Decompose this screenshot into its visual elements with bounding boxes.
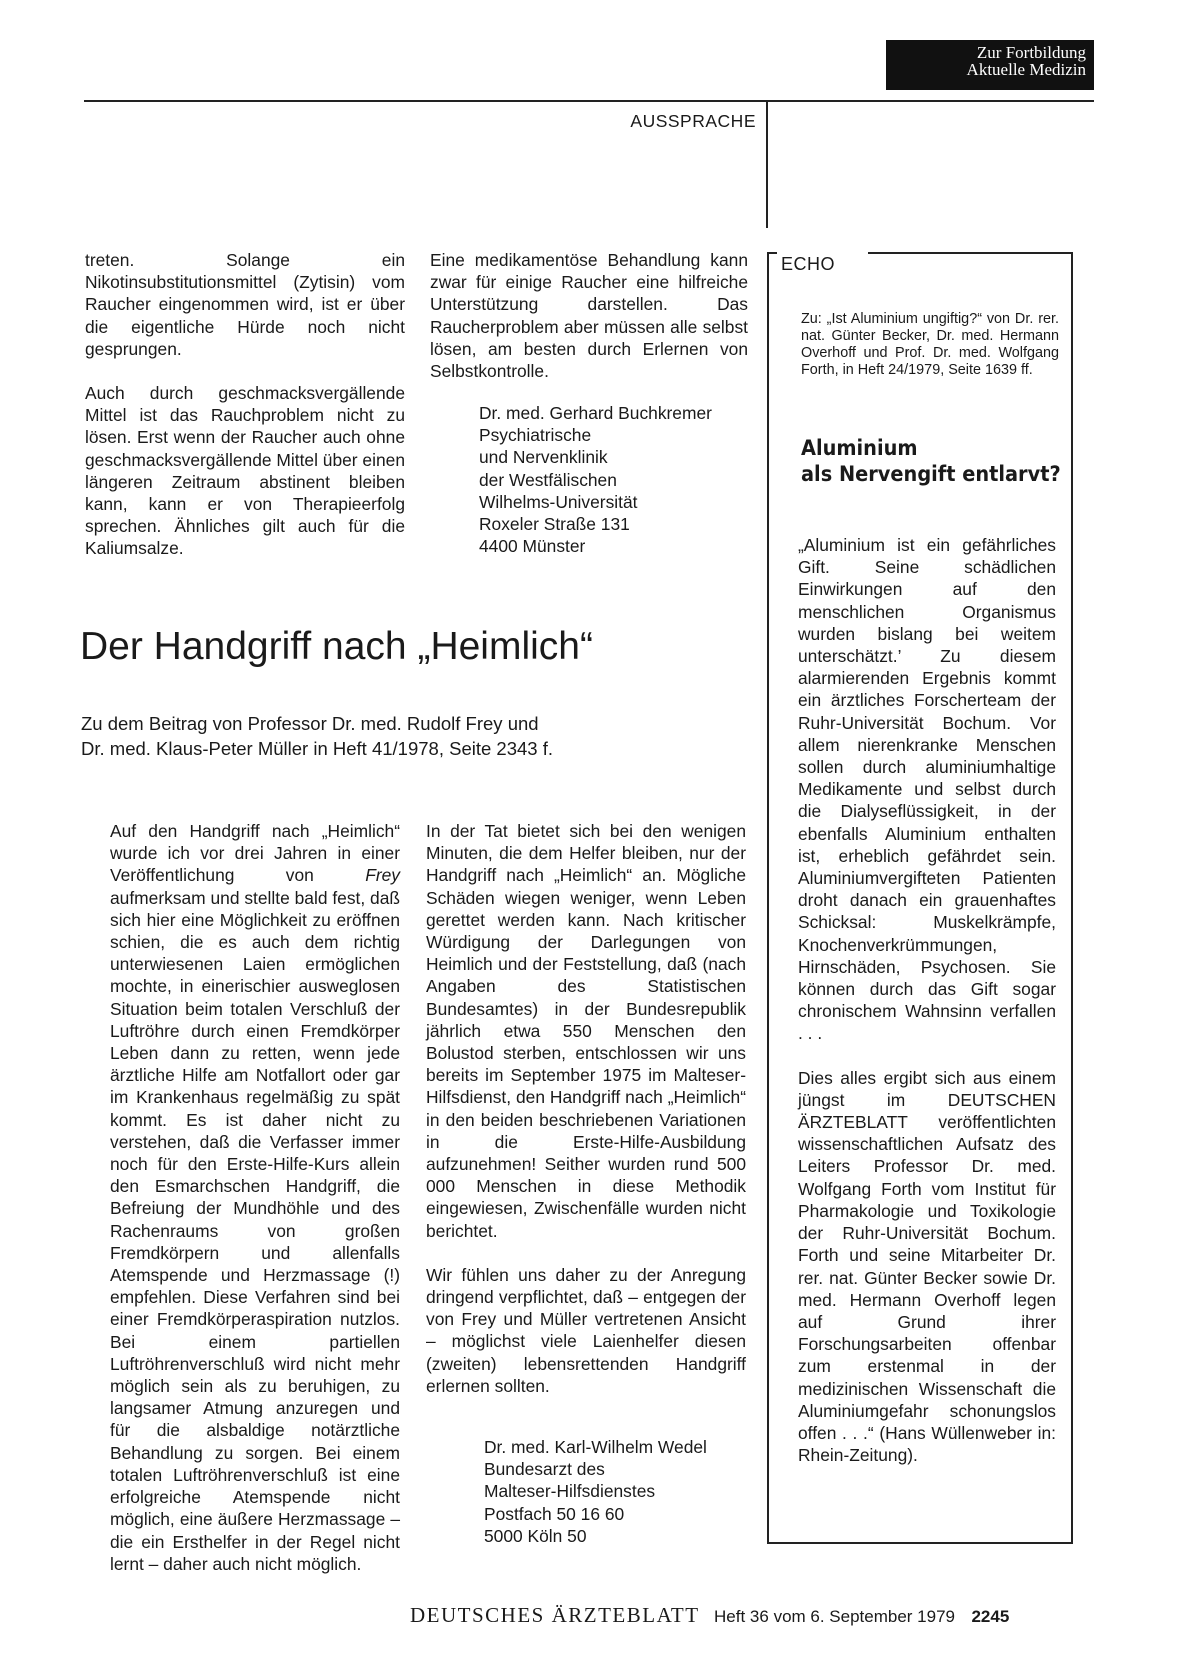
signature-line: der Westfälischen	[479, 469, 617, 490]
echo-body	[798, 534, 1056, 1466]
signature-line: Psychiatrische	[479, 425, 592, 446]
paragraph	[110, 820, 400, 1575]
signature-line: Malteser-Hilfsdienstes	[484, 1481, 656, 1502]
paragraph: Auch durch geschmacksvergällende Mittel ist das Rauchproblem nicht zu lösen. Erst wenn der Raucher auch ohne geschmacksvergällende Mittel über einen längeren Zeitraum abstinent bleiben kann, kann er von Therapieerfolg sprechen. Ähnliches gilt auch für die Kaliumsalze.	[85, 383, 405, 559]
main-article-left-column	[110, 820, 400, 1575]
paragraph: Wir fühlen uns daher zu der Anregung dringend verpflichtet, daß – entgegen der von Frey und Müller vertretenen Ansicht – möglichst viele Laienhelfer diesen (zweiten) lebensrettenden Handgriff erlernen sollten.	[426, 1264, 746, 1396]
top-article-left-column	[85, 249, 405, 560]
echo-reference: Zu: „Ist Aluminium ungiftig?“ von Dr. rer. nat. Günter Becker, Dr. med. Hermann Overhoff und Prof. Dr. med. Wolfgang Forth, in Heft 24/1979, Seite 1639 ff.	[801, 311, 1059, 378]
signature-line: Dr. med. Gerhard Buchkremer	[479, 403, 712, 423]
paragraph: Dies alles ergibt sich aus einem jüngst im DEUTSCHEN ÄRZTEBLATT veröffentlichten wissenschaftlichen Aufsatz des Leiters Professor Dr. med. Wolfgang Forth vom Institut für Pharmakologie und Toxikologie der Ruhr-Universität Bochum. Forth und seine Mitarbeiter Dr. rer. nat. Günter Becker sowie Dr. med. Hermann Overhoff legen auf Grund ihrer Forschungsarbeiten offenbar zum erstenmal in der medizinischen Wissenschaft die Aluminiumgefahr schonungslos offen . . .“ (Hans Wüllenweber in: Rhein-Zeitung).	[798, 1067, 1056, 1466]
paragraph: treten. Solange ein Nikotinsubstitutionsmittel (Zytisin) vom Raucher eingenommen wird, ist er über die eigentliche Hürde noch nicht gesprungen.	[85, 250, 405, 359]
subtitle-line: Zu dem Beitrag von Professor Dr. med. Rudolf Frey und	[81, 713, 539, 734]
signature-line: Wilhelms-Universität	[479, 491, 638, 512]
echo-top-rule-left	[767, 252, 777, 254]
footer	[410, 1603, 1090, 1628]
paragraph: Eine medikamentöse Behandlung kann zwar für einige Raucher eine hilfreiche Unterstützung darstellen. Das Raucherproblem aber müssen alle selbst lösen, am besten durch Erlernen von Selbstkontrolle.	[430, 250, 748, 382]
main-article-right-column	[426, 820, 746, 1397]
signature-line: Postfach 50 16 60	[484, 1503, 625, 1524]
header-divider	[766, 100, 768, 228]
echo-headline	[801, 436, 1061, 488]
headline-line: Aluminium	[801, 436, 918, 461]
section-title: AUSSPRACHE	[630, 111, 756, 131]
echo-top-rule-right	[868, 252, 1071, 254]
signature-line: 4400 Münster	[479, 536, 586, 557]
article-subtitle	[81, 711, 761, 761]
footer-issue: Heft 36 vom 6. September 1979	[714, 1607, 956, 1626]
top-article-signature	[479, 402, 749, 557]
signature-line: Roxeler Straße 131	[479, 514, 630, 535]
top-article-right-column	[430, 249, 748, 382]
signature-line: Dr. med. Karl-Wilhelm Wedel	[484, 1437, 707, 1457]
text-run: aufmerksam und stellte bald fest, daß sich hier eine Möglichkeit zu eröffnen schien, die es auch dem richtig unterwiesenen Laien ermöglichen mochte, in einerischier ausweglosen Situation beim totalen Verschluß der Luftröhre durch einen Fremdkörper Leben dann zu retten, wenn jede ärztliche Hilfe am Notfallort oder gar im Krankenhaus regelmäßig zu spät kommt. Es ist daher nicht zu verstehen, daß die Verfasser immer noch für den Erste-Hilfe-Kurs allein den Esmarchschen Handgriff, die Befreiung der Mundhöhle und des Rachenraums von großen Fremdkörpern und allenfalls Atemspende und Herzmassage (!) empfehlen. Diese Verfahren sind bei einer Fremdkörperaspiration nutzlos. Bei einem partiellen Luftröhrenverschluß wird nicht mehr möglich sein als zu beruhigen, zu langsamer Atmung anzuregen und für die alsbaldige notärztliche Behandlung zu sorgen. Bei einem totalen Luftröhrenverschluß ist eine erfolgreiche Atemspende nicht möglich, eine äußere Herzmassage – die ein Ersthelfer in der Regel nicht lernt – daher auch nicht möglich.	[110, 887, 400, 1574]
text-run: Auf den Handgriff nach „Heimlich“ wurde ich vor drei Jahren in einer Veröffentlichung von	[110, 821, 400, 886]
header-rule	[84, 100, 1094, 102]
paragraph: „Aluminium ist ein gefährliches Gift. Seine schädlichen Einwirkungen auf den menschlichen Organismus wurden bislang bei weitem unterschätzt.’ Zu diesem alarmierenden Ergebnis kommt ein ärztliches Forscherteam der Ruhr-Universität Bochum. Vor allem nierenkranke Menschen sollen durch aluminiumhaltige Medikamente und selbst durch die Dialyseflüssigkeit, in der ebenfalls Aluminium enthalten ist, erheblich gefährdet sein. Aluminiumvergifteten Patienten droht danach ein grauenhaftes Schicksal: Muskelkrämpfe, Knochenverkrümmungen, Hirnschäden, Psychosen. Sie können durch das Gift sogar chronischem Wahnsinn verfallen . . .	[798, 535, 1056, 1044]
echo-label: ECHO	[781, 254, 836, 274]
subtitle-line: Dr. med. Klaus-Peter Müller in Heft 41/1978, Seite 2343 f.	[81, 738, 553, 759]
signature-line: 5000 Köln 50	[484, 1525, 587, 1546]
signature-line: und Nervenklinik	[479, 447, 608, 468]
badge-line-2: Aktuelle Medizin	[966, 60, 1086, 79]
paragraph: In der Tat bietet sich bei den wenigen Minuten, die dem Helfer bleiben, nur der Handgriff nach „Heimlich“ an. Mögliche Schäden wiegen weniger, wenn Leben gerettet werden kann. Nach kritischer Würdigung der Darlegungen von Heimlich und der Feststellung, daß (nach Angaben des Statistischen Bundesamtes) in der Bundesrepublik jährlich etwa 550 Menschen den Bolustod sterben, entschlossen wir uns bereits im September 1975 im Malteser-Hilfsdienst, den Handgriff nach „Heimlich“ in den beiden beschriebenen Variationen in die Erste-Hilfe-Ausbildung aufzunehmen! Seither wurden rund 500 000 Menschen in diese Methodik eingewiesen, Zwischenfälle wurden nicht berichtet.	[426, 821, 746, 1241]
author-name-italic: Frey	[365, 865, 400, 886]
badge-line-1: Zur Fortbildung	[976, 43, 1086, 62]
section-badge	[886, 40, 1094, 90]
main-article-signature	[484, 1436, 754, 1547]
article-title: Der Handgriff nach „Heimlich“	[80, 625, 593, 668]
footer-journal: DEUTSCHES ÄRZTEBLATT	[410, 1603, 700, 1627]
footer-page-number: 2245	[971, 1607, 1010, 1626]
signature-line: Bundesarzt des	[484, 1459, 605, 1480]
headline-line: als Nervengift entlarvt?	[801, 462, 1061, 487]
